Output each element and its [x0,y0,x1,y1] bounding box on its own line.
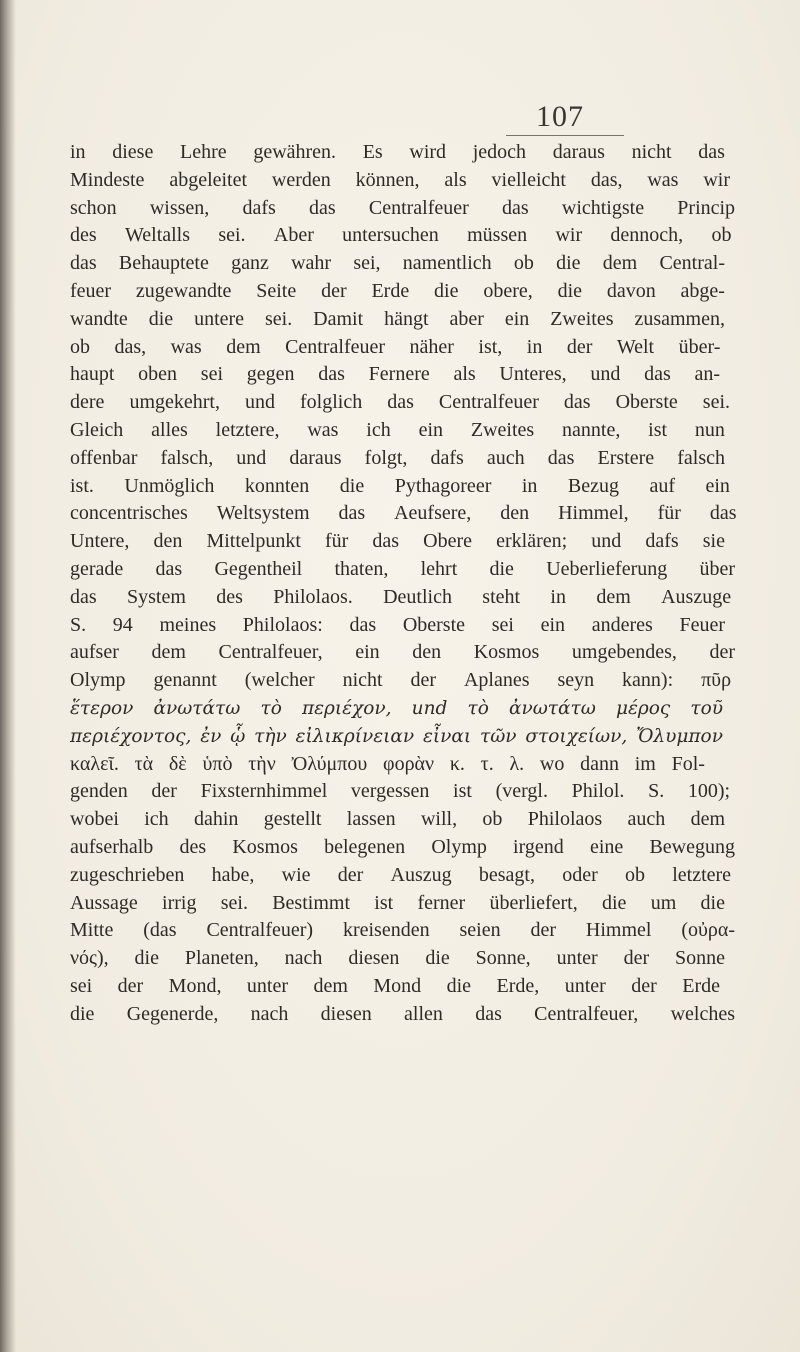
text-line: aufser dem Centralfeuer, ein den Kosmos umgebendes, der [70,641,736,664]
text-line: ist. Unmöglich konnten die Pythagoreer in Bezug auf ein [70,474,730,497]
text-line: sei der Mond, unter dem Mond die Erde, unter der Erde [70,974,721,997]
header-rule [506,135,624,136]
text-line: offenbar falsch, und daraus folgt, dafs auch das Erstere falsch [70,446,725,469]
text-line: dere umgekehrt, und folglich das Centralfeuer das Oberste sei. [70,391,731,414]
text-line: in diese Lehre gewähren. Es wird jedoch daraus nicht das [70,141,725,163]
text-line: νός), die Planeten, nach diesen die Sonne, unter der Sonne [70,947,726,970]
text-line: gerade das Gegentheil thaten, lehrt die Ueberlieferung über [70,557,736,580]
text-line: schon wissen, dafs das Centralfeuer das wichtigste Princip [70,196,736,219]
text-line: Gleich alles letztere, was ich ein Zweites nannte, ist nun [70,418,725,441]
text-line: Untere, den Mittelpunkt für das Obere erklären; und dafs sie [70,530,725,553]
text-line-greek: ἕτερον ἀνωτάτω τὸ περιέχον, und τὸ ἀνωτάτω μέρος τοῦ [70,697,723,719]
text-line: das Behauptete ganz wahr sei, namentlich ob die dem Central- [70,252,725,275]
text-line: wandte die untere sei. Damit hängt aber ein Zweites zusammen, [70,307,725,330]
page-number: 107 [536,100,584,133]
text-line: zugeschrieben habe, wie der Auszug besagt, oder ob letztere [70,863,732,886]
text-line: ob das, was dem Centralfeuer näher ist, in der Welt über- [70,335,721,358]
text-line: S. 94 meines Philolaos: das Oberste sei ein anderes Feuer [70,613,725,636]
body-text [70,139,770,1029]
text-line: concentrisches Weltsystem das Aeufsere, den Himmel, für das [70,502,737,525]
text-line: haupt oben sei gegen das Fernere als Unteres, und das an- [70,363,721,386]
text-line: Mindeste abgeleitet werden können, als vielleicht das, was wir [70,168,731,191]
text-line: καλεῖ. τὰ δὲ ὑπὸ τὴν Ὀλύμπου φορὰν κ. τ. λ. wo dann im Fol- [70,752,705,775]
text-line: aufserhalb des Kosmos belegenen Olymp irgend eine Bewegung [70,835,735,858]
text-line: Olymp genannt (welcher nicht der Aplanes seyn kann): πῦρ [70,669,732,692]
text-line: das System des Philolaos. Deutlich steht in dem Auszuge [70,585,732,608]
text-line: des Weltalls sei. Aber untersuchen müssen wir dennoch, ob [70,224,732,247]
text-line: wobei ich dahin gestellt lassen will, ob Philolaos auch dem [70,808,726,831]
text-line: Mitte (das Centralfeuer) kreisenden seien der Himmel (οὐρα- [70,919,736,942]
text-line-greek: περιέχοντος, ἐν ᾧ τὴν εἰλικρίνειαν εἶναι τῶν στοιχείων, Ὄλυμπον [70,725,723,747]
spine-shadow [0,0,16,1352]
text-line: Aussage irrig sei. Bestimmt ist ferner überliefert, die um die [70,891,725,914]
text-line: feuer zugewandte Seite der Erde die obere, die davon abge- [70,279,725,302]
text-line: die Gegenerde, nach diesen allen das Centralfeuer, welches [70,1002,735,1025]
text-line: genden der Fixsternhimmel vergessen ist (vergl. Philol. S. 100); [70,780,731,803]
